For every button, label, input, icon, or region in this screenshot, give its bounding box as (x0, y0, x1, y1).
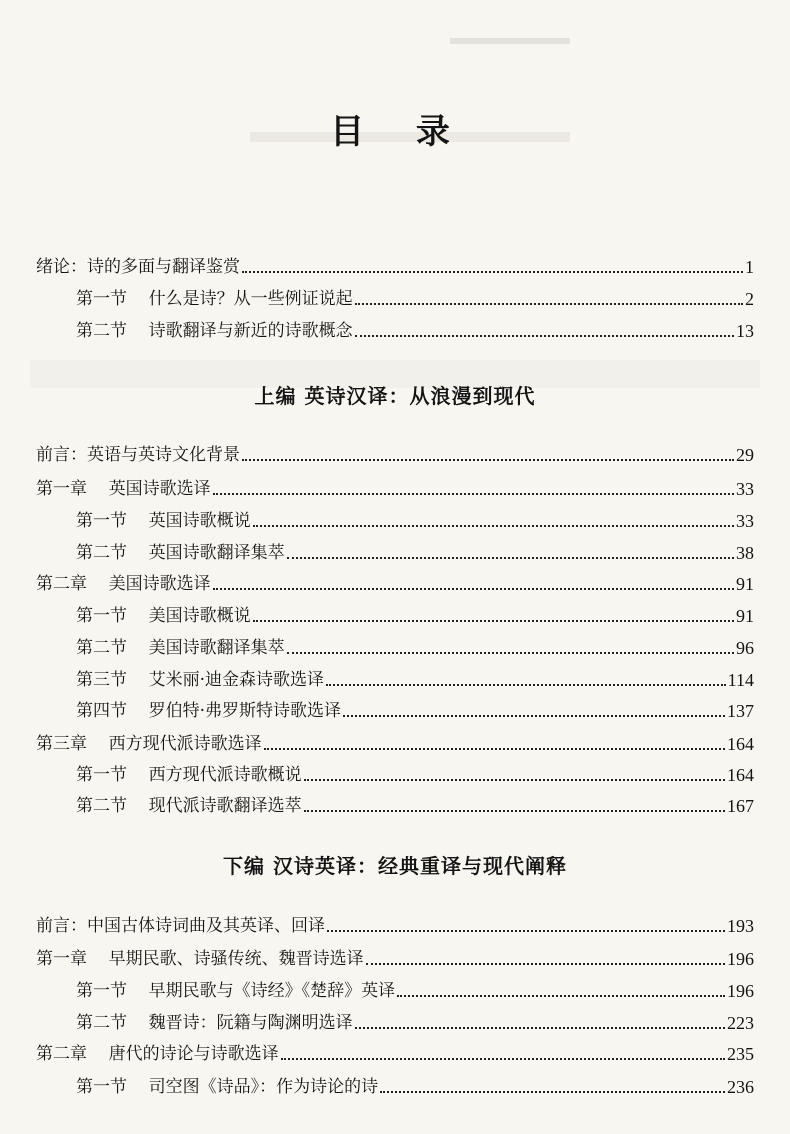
toc-entry-page: 167 (727, 796, 754, 816)
toc-entry[interactable] (36, 940, 754, 970)
leader-dots (380, 1091, 725, 1093)
toc-entry-label: 第一节 英国诗歌概说 (76, 511, 251, 531)
leader-dots (281, 1058, 725, 1060)
toc-entry-page: 196 (727, 949, 754, 969)
toc-entry-label: 第一章 英国诗歌选译 (36, 479, 211, 499)
toc-entry[interactable] (76, 312, 754, 342)
toc-entry-label: 第四节 罗伯特·弗罗斯特诗歌选译 (76, 701, 342, 721)
toc-entry[interactable] (36, 1035, 754, 1065)
leader-dots (397, 995, 725, 997)
toc-entry-page: 193 (727, 916, 754, 936)
toc-entry-page: 1 (745, 257, 754, 277)
leader-dots (355, 303, 743, 305)
leader-dots (304, 779, 725, 781)
toc-entry-label: 第三节 艾米丽·迪金森诗歌选译 (76, 670, 325, 690)
toc-entry-label: 第一节 司空图《诗品》：作为诗论的诗 (76, 1077, 379, 1097)
toc-entry-label: 第三章 西方现代派诗歌选译 (36, 734, 262, 754)
leader-dots (327, 930, 725, 932)
toc-entry-label: 第一节 什么是诗？从一些例证说起 (76, 289, 353, 309)
toc-entry-label: 绪论：诗的多面与翻译鉴赏 (36, 257, 240, 277)
toc-entry[interactable] (76, 1068, 754, 1098)
leader-dots (355, 1027, 725, 1029)
leader-dots (287, 557, 734, 559)
toc-entry-page: 223 (727, 1013, 754, 1033)
bleed-through-mark (450, 38, 570, 44)
toc-entry-label: 第二章 唐代的诗论与诗歌选译 (36, 1044, 279, 1064)
toc-entry-page: 114 (727, 670, 754, 690)
toc-entry-page: 2 (745, 289, 754, 309)
toc-entry-page: 33 (736, 479, 754, 499)
toc-entry-label: 第一章 早期民歌、诗骚传统、魏晋诗选译 (36, 949, 364, 969)
toc-entry-page: 91 (736, 574, 754, 594)
page-title: 目 录 (330, 112, 470, 152)
leader-dots (242, 459, 734, 461)
toc-entry-page: 13 (736, 321, 754, 341)
leader-dots (355, 335, 734, 337)
toc-entry-label: 第二节 现代派诗歌翻译选萃 (76, 796, 302, 816)
toc-entry-label: 第一节 西方现代派诗歌概说 (76, 765, 302, 785)
toc-entry-page: 164 (727, 765, 754, 785)
leader-dots (287, 652, 734, 654)
toc-entry-page: 164 (727, 734, 754, 754)
toc-entry[interactable] (36, 436, 754, 466)
section-heading-upper: 上编 英诗汉译：从浪漫到现代 (254, 384, 536, 408)
toc-entry[interactable] (76, 597, 754, 627)
toc-entry[interactable] (76, 787, 754, 817)
toc-entry-label: 第二节 诗歌翻译与新近的诗歌概念 (76, 321, 353, 341)
toc-entry-page: 196 (727, 981, 754, 1001)
toc-entry[interactable] (76, 661, 754, 691)
toc-entry-label: 前言：中国古体诗词曲及其英译、回译 (36, 916, 325, 936)
leader-dots (242, 271, 743, 273)
toc-entry[interactable] (36, 565, 754, 595)
toc-entry[interactable] (36, 248, 754, 278)
toc-entry-label: 前言：英语与英诗文化背景 (36, 445, 240, 465)
toc-entry-label: 第一节 早期民歌与《诗经》《楚辞》英译 (76, 981, 396, 1001)
toc-entry-label: 第一节 美国诗歌概说 (76, 606, 251, 626)
toc-entry[interactable] (76, 1004, 754, 1034)
toc-entry-page: 96 (736, 638, 754, 658)
toc-entry-page: 29 (736, 445, 754, 465)
toc-entry-label: 第二节 英国诗歌翻译集萃 (76, 543, 285, 563)
toc-entry[interactable] (36, 907, 754, 937)
leader-dots (343, 715, 725, 717)
toc-entry-page: 33 (736, 511, 754, 531)
section-heading-lower: 下编 汉诗英译：经典重译与现代阐释 (223, 854, 567, 878)
toc-entry[interactable] (76, 280, 754, 310)
leader-dots (253, 525, 734, 527)
toc-entry-page: 235 (727, 1044, 754, 1064)
leader-dots (213, 588, 734, 590)
toc-entry[interactable] (36, 470, 754, 500)
leader-dots (304, 810, 725, 812)
toc-entry-label: 第二章 美国诗歌选译 (36, 574, 211, 594)
leader-dots (213, 493, 734, 495)
toc-entry-label: 第二节 魏晋诗：阮籍与陶渊明选译 (76, 1013, 353, 1033)
toc-entry[interactable] (76, 534, 754, 564)
toc-entry[interactable] (76, 972, 754, 1002)
toc-entry-label: 第二节 美国诗歌翻译集萃 (76, 638, 285, 658)
toc-entry-page: 137 (727, 701, 754, 721)
leader-dots (264, 748, 725, 750)
toc-entry[interactable] (76, 756, 754, 786)
toc-entry[interactable] (76, 502, 754, 532)
leader-dots (253, 620, 734, 622)
toc-entry-page: 38 (736, 543, 754, 563)
toc-entry-page: 236 (727, 1077, 754, 1097)
toc-entry[interactable] (36, 725, 754, 755)
toc-entry-page: 91 (736, 606, 754, 626)
leader-dots (366, 963, 725, 965)
leader-dots (326, 684, 726, 686)
toc-entry[interactable] (76, 629, 754, 659)
toc-entry[interactable] (76, 692, 754, 722)
